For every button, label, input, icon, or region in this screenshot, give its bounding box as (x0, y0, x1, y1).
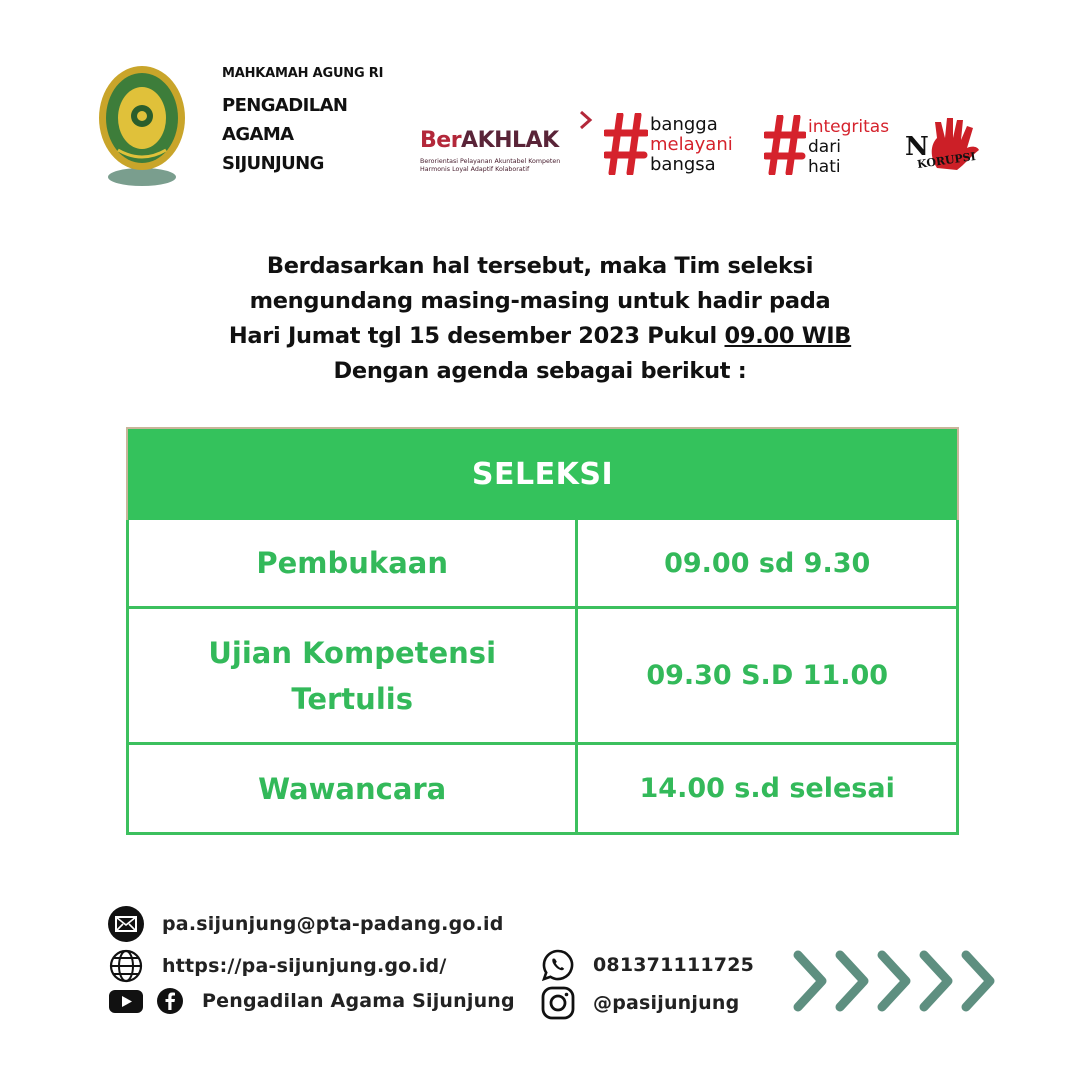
table-body (126, 520, 959, 835)
email-contact[interactable] (108, 906, 504, 942)
whatsapp-icon (541, 948, 575, 982)
activity-line-2: Tertulis (291, 681, 413, 716)
berakhlak-tagline-2: Harmonis Loyal Adaptif Kolaboratif (420, 166, 530, 173)
activity-line-1: Ujian Kompetensi (208, 635, 497, 670)
social-name-contact[interactable] (108, 986, 515, 1016)
berakhlak-tagline (420, 158, 560, 174)
no-korupsi-word: KORUPSI (916, 149, 977, 172)
no-korupsi-logo (905, 116, 1000, 178)
court-emblem-icon (96, 64, 188, 188)
time-cell: 14.00 s.d selesai (639, 773, 895, 804)
integritas-line-1: integritas (808, 117, 890, 137)
activity-cell (129, 609, 578, 742)
bangga-line-1: bangga (650, 114, 718, 135)
integritas-line-2: dari (808, 137, 841, 157)
table-row (129, 745, 956, 832)
hashtag-icon (764, 115, 806, 175)
court-name (222, 91, 383, 178)
globe-icon (108, 948, 144, 984)
hashtag-icon (604, 113, 648, 175)
berakhlak-tagline-1: Berorientasi Pelayanan Akuntabel Kompeten (420, 158, 561, 165)
table-row (129, 520, 956, 609)
organization-block (222, 66, 383, 178)
invitation-text (0, 249, 1080, 389)
facebook-icon (156, 987, 184, 1015)
bangga-text (650, 115, 733, 175)
court-name-line-1: PENGADILAN (222, 95, 348, 116)
court-name-line-2: AGAMA (222, 124, 294, 145)
berakhlak-word-b: AKHLAK (461, 128, 559, 153)
integritas-text (808, 117, 889, 177)
time-cell: 09.30 S.D 11.00 (646, 660, 889, 691)
website-link[interactable] (108, 948, 446, 984)
instagram-text: @pasijunjung (593, 992, 740, 1014)
next-chevrons (790, 945, 1005, 1021)
berakhlak-logo (418, 110, 598, 180)
activity-cell: Pembukaan (129, 520, 578, 606)
phone-text: 081371111725 (593, 954, 755, 976)
berakhlak-wordmark (420, 128, 559, 153)
phone-contact[interactable] (541, 948, 754, 982)
bangga-line-2: melayani (650, 134, 733, 155)
intro-line-4: Dengan agenda sebagai berikut : (333, 358, 747, 384)
email-text: pa.sijunjung@pta-padang.go.id (162, 913, 504, 935)
instagram-contact[interactable] (541, 986, 739, 1020)
integritas-logo (764, 115, 914, 177)
intro-time: 09.00 WIB (724, 323, 852, 349)
chevron-right-icon (966, 955, 990, 1007)
chevron-right-icon (924, 955, 948, 1007)
bangga-line-3: bangsa (650, 154, 716, 175)
table-row (129, 609, 956, 745)
intro-line-3 (0, 319, 1080, 354)
bangga-melayani-bangsa-logo (604, 113, 764, 179)
integritas-line-3: hati (808, 157, 841, 177)
no-korupsi-n: N (905, 132, 929, 162)
activity-cell: Wawancara (129, 745, 578, 832)
chevron-right-icon (882, 955, 906, 1007)
org-top-label: MAHKAMAH AGUNG RI (222, 66, 384, 81)
social-name-text: Pengadilan Agama Sijunjung (202, 990, 515, 1012)
intro-line-2: mengundang masing-masing untuk hadir pada (249, 288, 831, 314)
youtube-icon (108, 986, 144, 1016)
berakhlak-chevron-icon (578, 110, 594, 130)
intro-line-3-text: Hari Jumat tgl 15 desember 2023 Pukul (228, 323, 725, 349)
court-name-line-3: SIJUNJUNG (222, 153, 324, 174)
instagram-icon (541, 986, 575, 1020)
chevron-right-icon (798, 955, 822, 1007)
berakhlak-word-a: Ber (420, 128, 462, 153)
table-header-title: SELEKSI (471, 457, 614, 492)
time-cell: 09.00 sd 9.30 (664, 547, 871, 579)
agenda-table (126, 427, 959, 835)
table-header (126, 427, 959, 520)
mail-icon (108, 906, 144, 942)
chevron-right-icon (840, 955, 864, 1007)
intro-line-1: Berdasarkan hal tersebut, maka Tim seleksi (266, 253, 814, 279)
website-text: https://pa-sijunjung.go.id/ (162, 955, 447, 977)
